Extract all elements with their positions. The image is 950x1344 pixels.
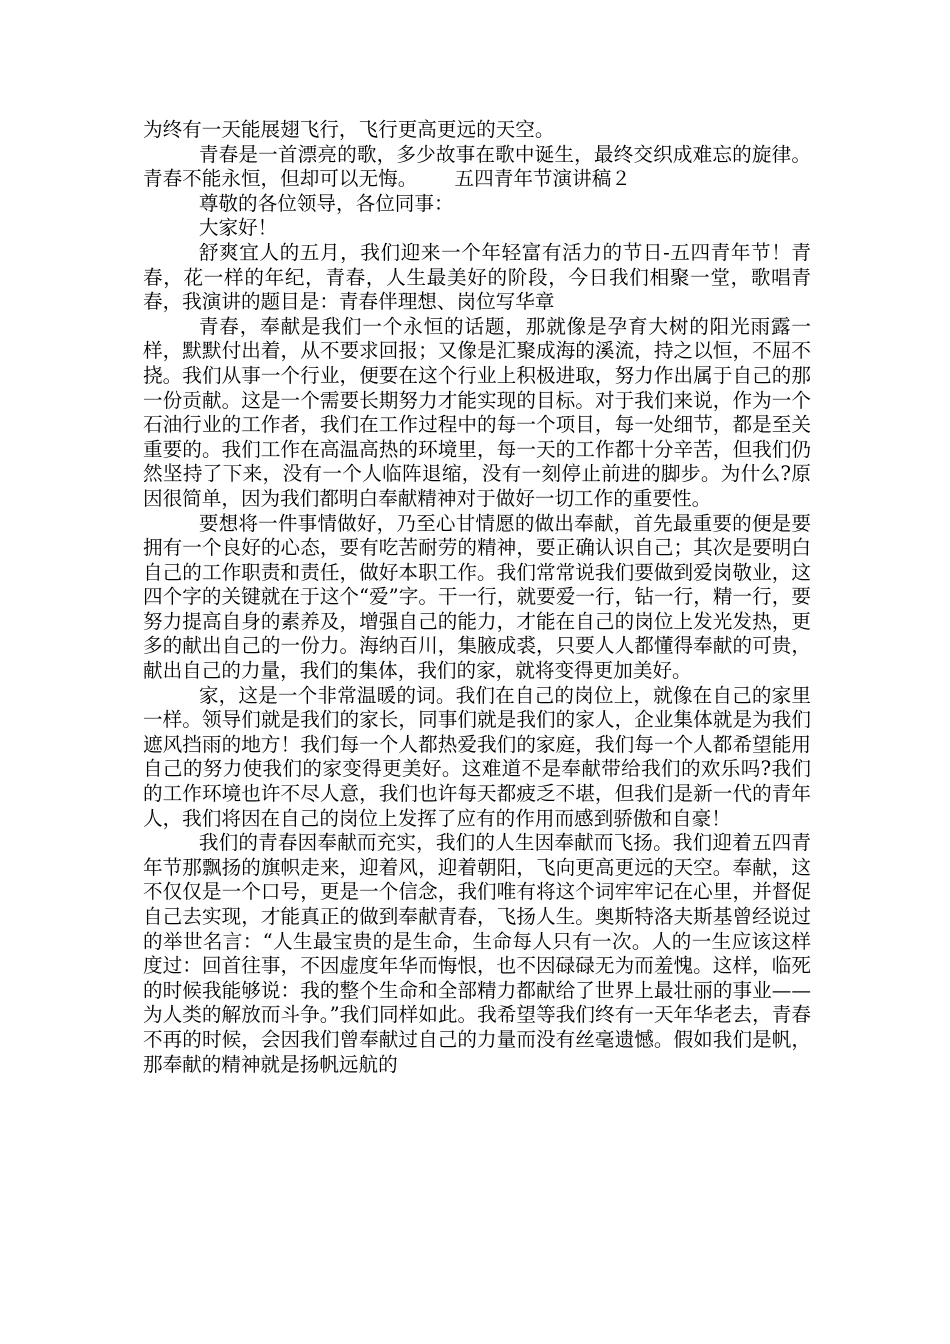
paragraph-youth-song-text: 青春是一首漂亮的歌，多少故事在歌中诞生，最终交织成难忘的旋律。青春不能永恒，但却可以无悔。 xyxy=(143,142,811,191)
paragraph-continuation: 为终有一天能展翅飞行，飞行更高更远的天空。 xyxy=(143,118,555,141)
paragraph-home: 家，这是一个非常温暖的词。我们在自己的岗位上，就像在自己的家里一样。领导们就是我们的家长，同事们就是我们的家人，企业集体就是为我们遮风挡雨的地方！我们每一个人都热爱我们的家庭，我们每一个人都希望能用自己的努力使我们的家变得更美好。这难道不是奉献带给我们的欢乐吗?我们的工作环境也许不尽人意，我们也许每天都疲乏不堪，但我们是新一代的青年人，我们将因在自己的岗位上发挥了应有的作用而感到骄傲和自豪！ xyxy=(143,683,811,830)
greeting: 大家好！ xyxy=(198,216,278,240)
salutation: 尊敬的各位领导，各位同事： xyxy=(198,191,454,215)
paragraph-may: 舒爽宜人的五月，我们迎来一个年轻富有活力的节日-五四青年节！青春，花一样的年纪，青春，人生最美好的阶段，今日我们相聚一堂，歌唱青春，我演讲的题目是：青春伴理想、岗位写华章 xyxy=(143,240,811,314)
paragraph-dedication: 青春，奉献是我们一个永恒的话题，那就像是孕育大树的阳光雨露一样，默默付出着，从不要求回报；又像是汇聚成海的溪流，持之以恒，不屈不挠。我们从事一个行业，便要在这个行业上积极进取，努力作出属于自己的那一份贡献。这是一个需要长期努力才能实现的目标。对于我们来说，作为一个石油行业的工作者，我们在工作过程中的每一个项目，每一处细节，都是至关重要的。我们工作在高温高热的环境里，每一天的工作都十分辛苦，但我们仍然坚持了下来，没有一个人临阵退缩，没有一刻停止前进的脚步。为什么?原因很简单，因为我们都明白奉献精神对于做好一切工作的重要性。 xyxy=(143,314,811,510)
document-body xyxy=(143,118,811,1077)
speech-title: 五四青年节演讲稿２ xyxy=(454,167,631,191)
paragraph-attitude: 要想将一件事情做好，乃至心甘情愿的做出奉献，首先最重要的便是要拥有一个良好的心态，要有吃苦耐劳的精神，要正确认识自己；其次是要明白自己的工作职责和责任，做好本职工作。我们常常说我们要做到爱岗敬业，这四个字的关键就在于这个“爱”字。干一行，就要爱一行，钻一行，精一行，要努力提高自身的素养及，增强自己的能力，才能在自己的岗位上发光发热，更多的献出自己的一份力。海纳百川，集腋成裘，只要人人都懂得奉献的可贵，献出自己的力量，我们的集体，我们的家，就将变得更加美好。 xyxy=(143,511,811,683)
paragraph-youth-song xyxy=(143,143,811,192)
paragraph-youth-enriched: 我们的青春因奉献而充实，我们的人生因奉献而飞扬。我们迎着五四青年节那飘扬的旗帜走来，迎着风，迎着朝阳，飞向更高更远的天空。奉献，这不仅仅是一个口号，更是一个信念，我们唯有将这个词牢牢记在心里，并督促自己去实现，才能真正的做到奉献青春，飞扬人生。奥斯特洛夫斯基曾经说过的举世名言：“人生最宝贵的是生命，生命每人只有一次。人的一生应该这样度过：回首往事，不因虚度年华而悔恨，也不因碌碌无为而羞愧。这样，临死的时候我能够说：我的整个生命和全部精力都献给了世界上最壮丽的事业——为人类的解放而斗争。”我们同样如此。我希望等我们终有一天年华老去，青春不再的时候，会因我们曾奉献过自己的力量而没有丝毫遗憾。假如我们是帆，那奉献的精神就是扬帆远航的 xyxy=(143,831,811,1076)
